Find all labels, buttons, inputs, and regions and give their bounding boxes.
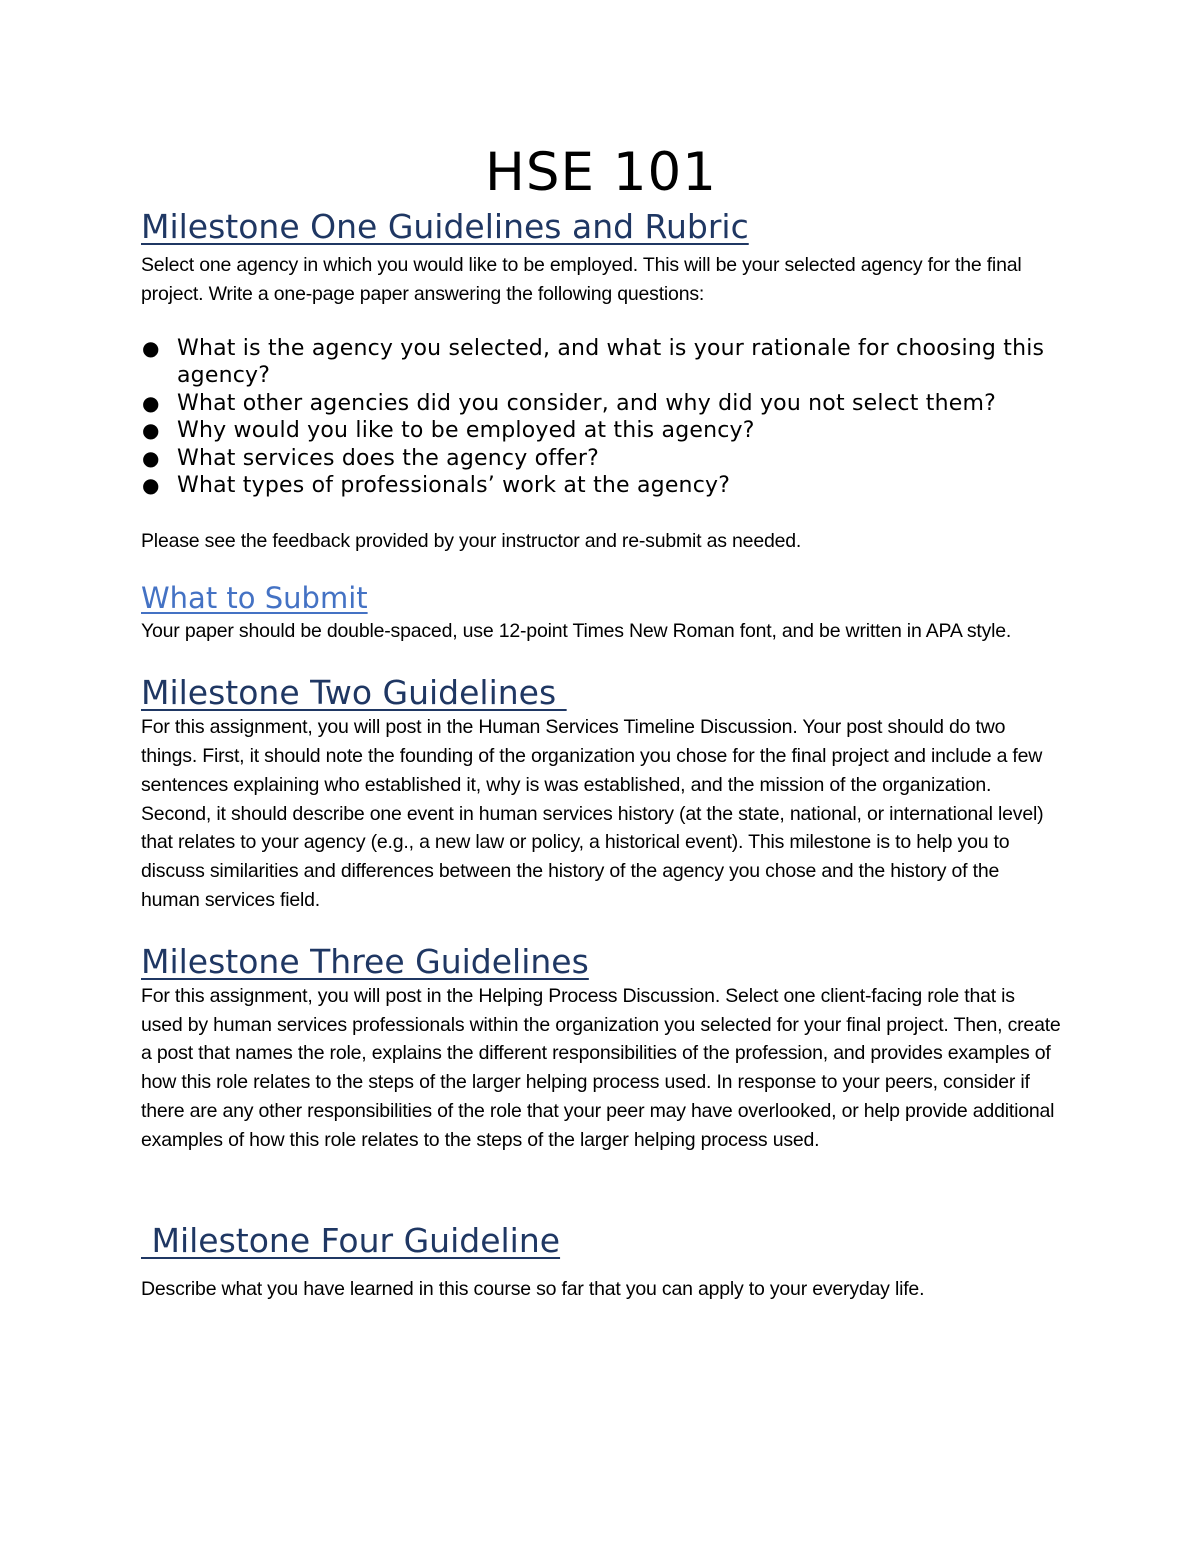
milestone-one-feedback-note: Please see the feedback provided by your instructor and re-submit as needed. — [141, 529, 802, 552]
list-item: ● What types of professionals’ work at the agency? — [142, 473, 731, 499]
milestone-three-text: For this assignment, you will post in the Helping Process Discussion. Select one client-facing role that is used by human services professionals within the organization you selected for your final project. Then, create a post that names the role, explains the different responsibilities of the profession, and provides examples of how this role relates to the steps of the larger helping process used. In response to your peers, consider if there are any other responsibilities of the role that your peer may have overlooked, or help provide additional examples of how this role relates to the steps of the larger helping process used. — [141, 984, 1061, 1151]
milestone-four-heading: Milestone Four Guideline — [141, 1220, 561, 1260]
list-item: ● What services does the agency offer? — [142, 445, 600, 471]
what-to-submit-text: Your paper should be double-spaced, use 12-point Times New Roman font, and be written in APA style. — [141, 620, 1012, 643]
milestone-two-text: For this assignment, you will post in the Human Services Timeline Discussion. Your post should do two things. First, it should note the founding of the organization you chose for the final project and include a few sentences explaining who established it, why is was established, and the mission of the organization. Second, it should describe one event in human services history (at the state, national, or international level) that relates to your agency (e.g., a new law or policy, a historical event). This milestone is to help you to discuss similarities and differences between the history of the agency you chose and the history of the human services field. — [141, 716, 1044, 911]
bullet-icon: ● — [142, 390, 160, 415]
document-page — [141, 140, 1061, 1303]
milestone-four-text: Describe what you have learned in this course so far that you can apply to your everyday life. — [141, 1277, 925, 1300]
milestone-one-intro: Select one agency in which you would like to be employed. This will be your selected agency for the final project. Write a one-page paper answering the following questions: — [141, 254, 1022, 305]
bullet-icon: ● — [142, 445, 160, 470]
milestone-one-heading: Milestone One Guidelines and Rubric — [141, 207, 749, 246]
list-item: ● What is the agency you selected, and what is your rationale for choosing this agency? — [142, 335, 1045, 389]
what-to-submit-heading: What to Submit — [141, 581, 368, 616]
bullet-icon: ● — [142, 418, 160, 443]
list-item: ● Why would you like to be employed at this agency? — [142, 418, 755, 444]
bullet-icon: ● — [142, 335, 160, 360]
bullet-icon: ● — [142, 473, 160, 498]
list-item: ● What other agencies did you consider, and why did you not select them? — [142, 390, 996, 416]
milestone-two-heading: Milestone Two Guidelines — [141, 673, 567, 713]
milestone-three-heading: Milestone Three Guidelines — [141, 941, 589, 981]
document-title: HSE 101 — [485, 142, 717, 203]
milestone-one-question-list — [141, 335, 1061, 500]
